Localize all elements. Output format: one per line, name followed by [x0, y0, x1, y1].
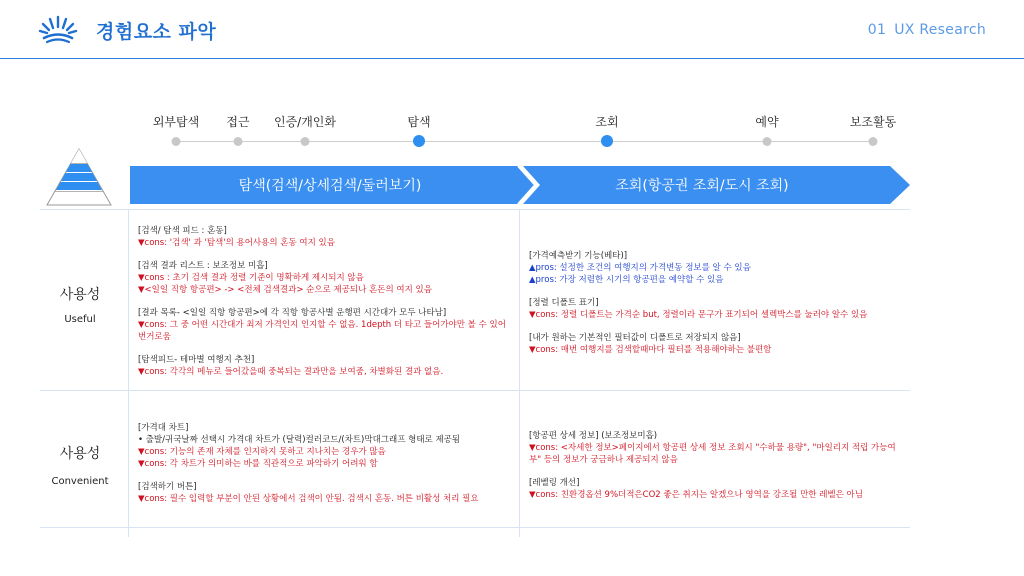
finding-block	[138, 260, 513, 296]
cell-convenient-search	[138, 422, 513, 516]
timeline-label: 접근	[226, 115, 250, 129]
pyramid-icon	[46, 148, 112, 206]
table-divider	[40, 209, 910, 210]
timeline-dot	[301, 137, 310, 146]
finding-con: ▼cons: 기능의 존재 자체를 인지하지 못하고 지나치는 경우가 많음	[138, 447, 386, 457]
timeline-dot	[869, 137, 878, 146]
finding-con: ▼cons : 초기 검색 결과 정렬 기준이 명확하게 제시되지 않음	[138, 273, 364, 283]
timeline-label: 인증/개인화	[273, 115, 337, 129]
cell-useful-lookup	[529, 250, 904, 367]
timeline-dot-active	[601, 135, 613, 147]
finding-block	[138, 354, 513, 378]
finding-con: ▼cons: 매번 여행지를 검색할때마다 필터를 적용해야하는 불편함	[529, 345, 772, 355]
table-divider	[519, 209, 520, 537]
timeline-dot	[234, 137, 243, 146]
finding-con: ▼<일일 직항 항공편> -> <전체 검색결과> 순으로 제공되나 혼돈의 여지 있음	[138, 285, 432, 295]
page-title: 경험요소 파악	[96, 21, 217, 43]
finding-con: ▼cons: 친환경옵션 9%더적은CO2 좋은 취지는 알겠으나 영역을 강조될 만한 레벨은 아님	[529, 490, 863, 500]
row-header-usability: 사용성	[59, 446, 101, 462]
timeline-dot	[763, 137, 772, 146]
row-header-convenient: Convenient	[51, 476, 109, 487]
finding-heading: [탐색피드- 테마별 여행지 추천]	[138, 355, 255, 365]
finding-heading: [항공편 상세 정보] (보조정보미흡)	[529, 431, 658, 441]
finding-block	[529, 430, 904, 466]
table-divider	[128, 209, 129, 537]
finding-block	[529, 297, 904, 321]
finding-con: ▼cons: 각 차트가 의미하는 바를 직관적으로 파악하기 어려워 함	[138, 459, 378, 469]
finding-con: ▼cons: 정렬 디폴트는 가격순 but, 정렬이라 문구가 표기되어 셀렉박스를 눌러야 알수 있음	[529, 310, 868, 320]
finding-heading: [결과 목록- <일일 직항 항공편>에 각 직항 항공사별 운행편 시간대가 모두 나타남]	[138, 308, 447, 318]
finding-pro: ▲pros: 가장 저렴한 시기의 항공편을 예약할 수 있음	[529, 275, 724, 285]
finding-block	[529, 332, 904, 356]
finding-heading: [가격예측받기 기능(베타)]	[529, 251, 628, 261]
finding-heading: [검색하기 버튼]	[138, 482, 197, 492]
finding-heading: [레벨링 개선]	[529, 478, 580, 488]
table-divider	[40, 527, 910, 528]
banner-label-lookup: 조회(항공권 조회/도시 조회)	[615, 178, 789, 194]
finding-block	[529, 477, 904, 501]
finding-con: ▼cons: 필수 입력할 부분이 안된 상황에서 검색이 안됨. 검색시 혼동. 버튼 비활성 처리 필요	[138, 494, 479, 504]
finding-pro: ▲pros: 설정한 조건의 여행지의 가격변동 정보를 알 수 있음	[529, 263, 751, 273]
row-header-usability: 사용성	[59, 287, 101, 303]
timeline-label: 조회	[595, 115, 619, 129]
section-number: 01	[867, 22, 887, 38]
slide-header	[0, 0, 1024, 59]
finding-heading: [검색 결과 리스트 : 보조정보 미흡]	[138, 261, 268, 271]
cell-useful-search	[138, 225, 513, 389]
finding-block	[138, 481, 513, 505]
finding-block	[138, 422, 513, 470]
finding-con: ▼cons: 그 중 어떤 시간대가 최저 가격인지 인지할 수 없음. 1depth 더 타고 들어가야만 볼 수 있어 번거로움	[138, 320, 506, 342]
finding-block	[529, 250, 904, 286]
timeline-label: 예약	[755, 115, 779, 129]
finding-note: • 출발/귀국날짜 선택시 가격대 차트가 (달력)컬러코드/(차트)막대그래프 형태로 제공됨	[138, 435, 461, 445]
timeline-label: 외부탐색	[152, 115, 200, 129]
rising-sun-logo-icon	[38, 14, 78, 44]
section-name: UX Research	[894, 22, 986, 38]
finding-block	[138, 225, 513, 249]
finding-heading: [검색/ 탐색 피드 : 혼동]	[138, 226, 227, 236]
banner-label-search: 탐색(검색/상세검색/둘러보기)	[238, 178, 422, 194]
timeline-label: 보조활동	[849, 115, 897, 129]
finding-con: ▼cons: '검색' 과 '탐색'의 용어사용의 혼동 여지 있음	[138, 238, 335, 248]
section-tag	[868, 22, 986, 38]
finding-heading: [내가 원하는 기본적인 필터값이 디폴트로 저장되지 않음]	[529, 333, 741, 343]
cell-convenient-lookup	[529, 430, 904, 512]
timeline-label: 탐색	[407, 115, 431, 129]
finding-con: ▼cons: 각각의 메뉴로 들어갔을때 중복되는 결과만을 보여줌, 차별화된 결과 없음.	[138, 367, 444, 377]
finding-block	[138, 307, 513, 343]
timeline-dot	[172, 137, 181, 146]
finding-heading: [정렬 디폴트 표기]	[529, 298, 599, 308]
timeline-dot-active	[413, 135, 425, 147]
table-divider	[40, 390, 910, 391]
finding-con: ▼cons: <자세한 정보>페이지에서 항공편 상세 정보 조회시 "수하물 용량", "마일리지 적립 가능여부" 등의 정보가 궁금하나 제공되지 않음	[529, 443, 896, 465]
finding-heading: [가격대 차트]	[138, 423, 189, 433]
row-header-useful: Useful	[64, 314, 96, 325]
